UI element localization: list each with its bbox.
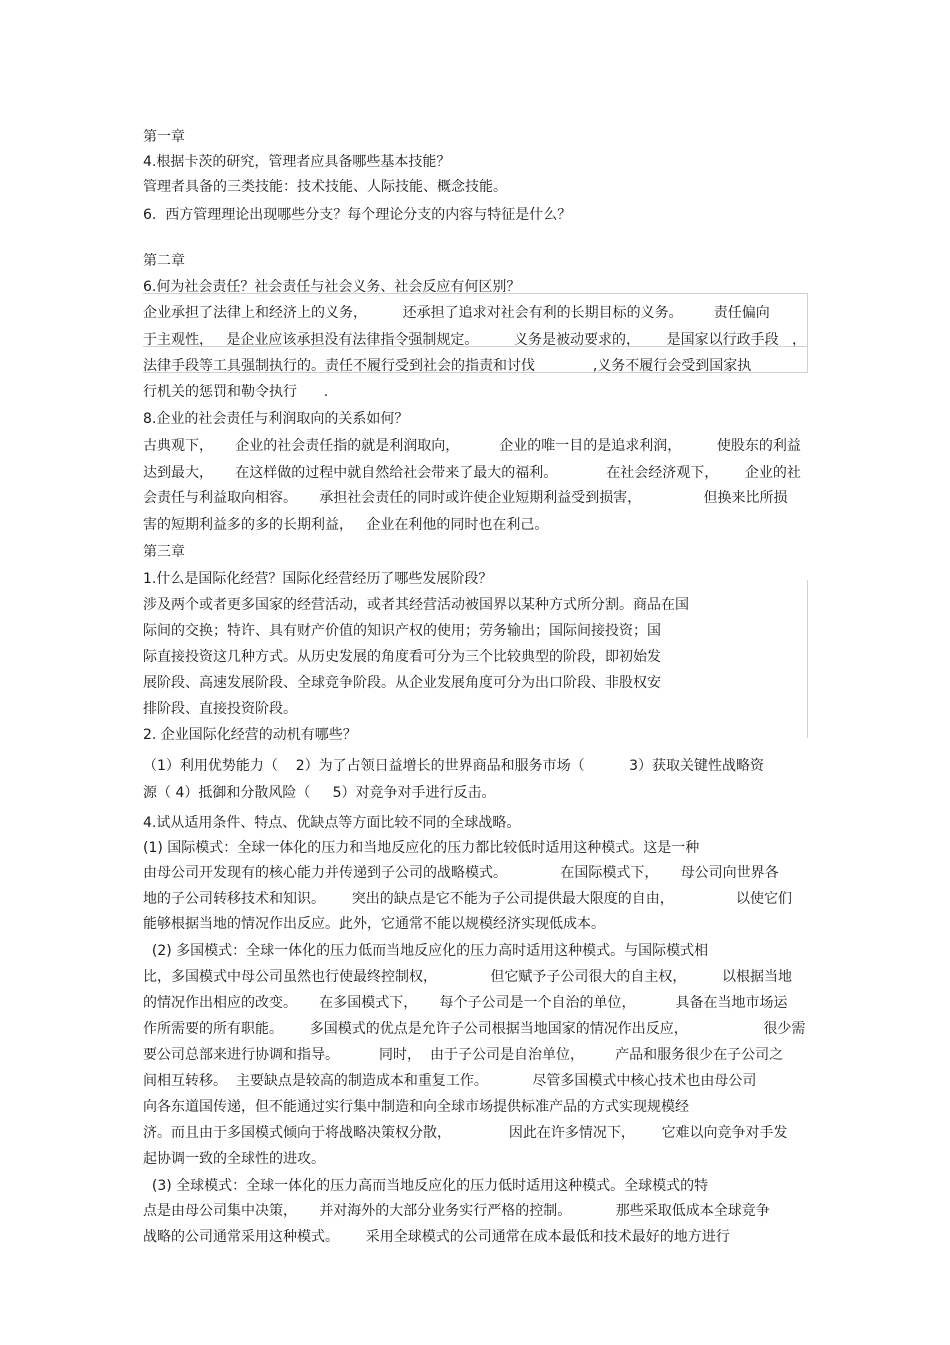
table-border xyxy=(807,580,808,738)
text-line: 比，多国模式中母公司虽然也行使最终控制权， 但它赋予子公司很大的自主权， 以根据当地 xyxy=(143,969,793,985)
text-line: (3) 全球模式：全球一体化的压力高而当地反应化的压力低时适用这种模式。全球模式的特 xyxy=(143,1178,709,1194)
text-line: 际间的交换；特许、具有财产价值的知识产权的使用；劳务输出；国际间接投资；国 xyxy=(143,623,661,639)
table-border xyxy=(807,293,808,373)
text-line: 际直接投资这几种方式。从历史发展的角度看可分为三个比较典型的阶段，即初始发 xyxy=(143,649,661,665)
text-line: 企业承担了法律上和经济上的义务， 还承担了追求对社会有利的长期目标的义务。 责任偏向 xyxy=(143,305,770,321)
text-line: 排阶段、直接投资阶段。 xyxy=(143,701,297,717)
text-line: 管理者具备的三类技能：技术技能、人际技能、概念技能。 xyxy=(143,179,507,195)
table-border xyxy=(143,293,807,294)
text-line: 作所需要的所有职能。 多国模式的优点是允许子公司根据当地国家的情况作出反应， 很少需 xyxy=(143,1021,806,1037)
text-line: 第一章 xyxy=(143,129,185,145)
text-line: 济。而且由于多国模式倾向于将战略决策权分散， 因此在许多情况下， 它难以向竞争对手发 xyxy=(143,1125,788,1141)
text-line: 达到最大， 在这样做的过程中就自然给社会带来了最大的福利。 在社会经济观下， 企业的社 xyxy=(143,465,801,481)
text-line: （1）利用优势能力（ 2）为了占领日益增长的世界商品和服务市场（ 3）获取关键性战略资 xyxy=(143,758,765,774)
text-line: 行机关的惩罚和勒令执行 . xyxy=(143,384,329,400)
text-line: 6. 西方管理理论出现哪些分支？每个理论分支的内容与特征是什么？ xyxy=(143,207,572,223)
text-line: 法律手段等工具强制执行的。责任不履行受到社会的指责和讨伐 ,义务不履行会受到国家执 xyxy=(143,358,752,374)
table-border xyxy=(143,372,807,373)
text-line: 间相互转移。 主要缺点是较高的制造成本和重复工作。 尽管多国模式中核心技术也由母公司 xyxy=(143,1073,757,1089)
text-line: 向各东道国传递，但不能通过实行集中制造和向全球市场提供标准产品的方式实现规模经 xyxy=(143,1099,689,1115)
text-line: 的情况作出相应的改变。 在多国模式下， 每个子公司是一个自治的单位， 具备在当地市场运 xyxy=(143,995,788,1011)
text-line: 2. 企业国际化经营的动机有哪些？ xyxy=(143,727,357,743)
text-line: 第二章 xyxy=(143,253,185,269)
text-line: 害的短期利益多的多的长期利益， 企业在利他的同时也在利己。 xyxy=(143,517,549,533)
text-line: 要公司总部来进行协调和指导。 同时， 由于子公司是自治单位， 产品和服务很少在子公司之 xyxy=(143,1047,784,1063)
text-line: 地的子公司转移技术和知识。 突出的缺点是它不能为子公司提供最大限度的自由， 以使它们 xyxy=(143,891,793,907)
text-line: 涉及两个或者更多国家的经营活动，或者其经营活动被国界以某种方式所分割。商品在国 xyxy=(143,597,689,613)
text-line: 点是由母公司集中决策， 并对海外的大部分业务实行严格的控制。 那些采取低成本全球竞争 xyxy=(143,1203,770,1219)
text-line: 由母公司开发现有的核心能力并传递到子公司的战略模式。 在国际模式下， 母公司向世界各 xyxy=(143,865,779,881)
text-line: 源（ 4）抵御和分散风险（ 5）对竞争对手进行反击。 xyxy=(143,785,496,801)
text-line: 古典观下， 企业的社会责任指的就是利润取向， 企业的唯一目的是追求利润， 使股东的利益 xyxy=(143,438,801,454)
text-line: 展阶段、高速发展阶段、全球竞争阶段。从企业发展角度可分为出口阶段、非股权安 xyxy=(143,675,661,691)
text-line: 4.试从适用条件、特点、优缺点等方面比较不同的全球战略。 xyxy=(143,815,521,831)
text-line: 起协调一致的全球性的进攻。 xyxy=(143,1151,325,1167)
text-line: 能够根据当地的情况作出反应。此外，它通常不能以规模经济实现低成本。 xyxy=(143,916,605,932)
text-line: 1.什么是国际化经营？国际化经营经历了哪些发展阶段？ xyxy=(143,571,493,587)
text-line: 会责任与利益取向相容。 承担社会责任的同时或许使企业短期利益受到损害， 但换来比所损 xyxy=(143,490,788,506)
text-line: 战略的公司通常采用这种模式。 采用全球模式的公司通常在成本最低和技术最好的地方进行 xyxy=(143,1229,730,1245)
text-line: 于主观性， 是企业应该承担没有法律指令强制规定。 义务是被动要求的， 是国家以行政手段 ， xyxy=(143,332,807,348)
text-line: 6.何为社会责任？社会责任与社会义务、社会反应有何区别？ xyxy=(143,279,521,295)
text-line: 第三章 xyxy=(143,544,185,560)
text-line: 8.企业的社会责任与利润取向的关系如何？ xyxy=(143,411,409,427)
table-border xyxy=(143,346,807,347)
text-line: (2) 多国模式：全球一体化的压力低而当地反应化的压力高时适用这种模式。与国际模式相 xyxy=(143,943,709,959)
text-line: (1) 国际模式：全球一体化的压力和当地反应化的压力都比较低时适用这种模式。这是一种 xyxy=(143,840,700,856)
text-line: 4.根据卡茨的研究，管理者应具备哪些基本技能？ xyxy=(143,154,451,170)
